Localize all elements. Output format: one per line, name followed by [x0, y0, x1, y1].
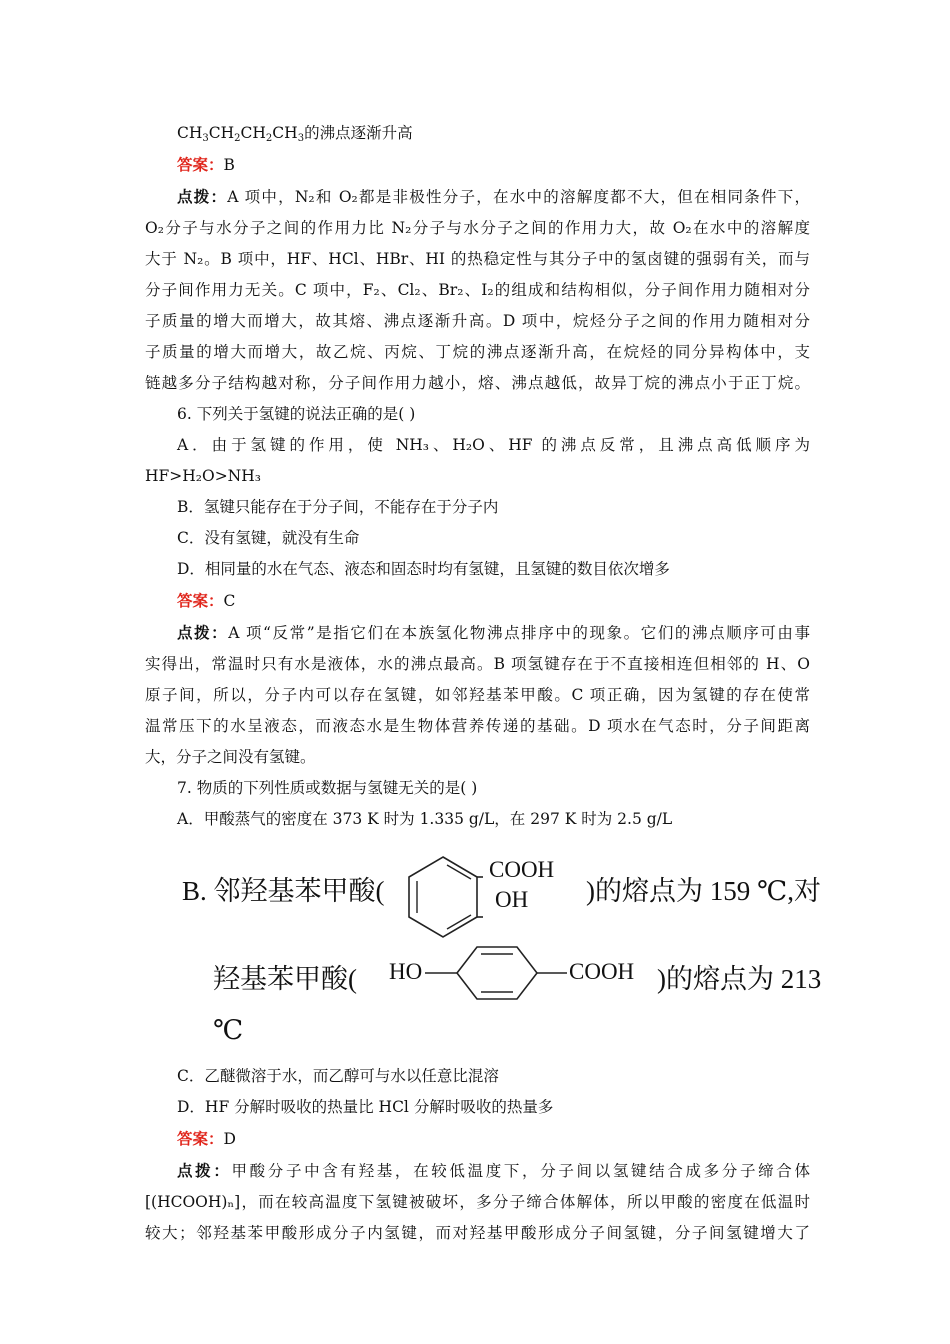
ho-group: HO	[389, 959, 423, 984]
tip-line: 大于 N₂。B 项中，HF、HCl、HBr、HI 的热稳定性与其分子中的氢卤键的强弱有关，而与	[145, 250, 810, 268]
tip-line: 链越多分子结构越对称，分子间作用力越小，熔、沸点越低，故异丁烷的沸点小于正丁烷。	[145, 374, 810, 392]
q6-option-d: D．相同量的水在气态、液态和固态时均有氢键，且氢键的数目依次增多	[177, 560, 670, 578]
tip-line: 子质量的增大而增大，故其熔、沸点逐渐升高。D 项中，烷烃分子之间的作用力随相对分	[145, 312, 810, 330]
answer-label: 答案：	[177, 155, 224, 174]
q7-option-a: A．甲酸蒸气的密度在 373 K 时为 1.335 g/L，在 297 K 时为 2.5 g/L	[177, 810, 673, 828]
tip-line	[145, 617, 810, 649]
q7-tip	[145, 1155, 810, 1249]
q7-option-d: D．HF 分解时吸收的热量比 HCl 分解时吸收的热量多	[177, 1098, 554, 1116]
q7-stem: 7. 物质的下列性质或数据与氢键无关的是( )	[177, 779, 478, 797]
cooh-group: COOH	[489, 857, 555, 882]
option-b2-suffix: )的熔点为 213	[657, 964, 822, 994]
option-b-prefix: B. 邻羟基苯甲酸(	[182, 876, 385, 906]
tip-text: A 项“反常”是指它们在本族氢化物沸点排序中的现象。它们的沸点顺序可由事	[228, 624, 810, 642]
benzene-ring-para-icon	[425, 941, 567, 1005]
q7-answer	[145, 1123, 810, 1155]
degree-unit: ℃	[213, 1015, 244, 1045]
formula-sub: 2	[234, 133, 241, 144]
q6-option-a-cont: HF>H₂O>NH₃	[145, 467, 261, 485]
formula-part: CH	[208, 124, 235, 142]
q5-answer	[145, 149, 810, 181]
continuation-line	[145, 118, 810, 149]
tip-line: 实得出，常温时只有水是液体，水的沸点最高。B 项氢键存在于不直接相连但相邻的 H、O	[145, 655, 810, 673]
tip-line: 较大；邻羟基苯甲酸形成分子内氢键，而对羟基甲酸形成分子间氢键，分子间氢键增大了	[145, 1224, 810, 1242]
tip-line	[145, 181, 810, 213]
tip-line: 分子间作用力无关。C 项中，F₂、Cl₂、Br₂、I₂的组成和结构相似，分子间作用力随相对分	[145, 281, 810, 299]
q7-option-c: C．乙醚微溶于水，而乙醇可与水以任意比混溶	[177, 1067, 499, 1085]
cooh-group: COOH	[569, 959, 635, 984]
q6-answer	[145, 585, 810, 617]
option-b-suffix: )的熔点为 159 ℃,对	[586, 876, 821, 906]
formula-sub: 2	[265, 133, 273, 144]
answer-label: 答案：	[177, 591, 224, 610]
tip-line: 原子间，所以，分子内可以存在氢键，如邻羟基苯甲酸。C 项正确，因为氢键的存在使常	[145, 686, 810, 704]
q5-tip	[145, 181, 810, 399]
tip-line: 大，分子之间没有氢键。	[145, 748, 316, 766]
q6-tip	[145, 617, 810, 773]
q6-option-a: A．由于氢键的作用，使 NH₃、H₂O、HF 的沸点反常，且沸点高低顺序为	[177, 436, 810, 454]
tip-text: 甲酸分子中含有羟基，在较低温度下，分子间以氢键结合成多分子缔合体	[231, 1162, 810, 1180]
q6-option-b: B．氢键只能存在于分子间，不能存在于分子内	[177, 498, 499, 516]
formula-part: CH	[272, 124, 298, 142]
answer-value: B	[223, 156, 235, 174]
answer-value: C	[223, 592, 236, 610]
oh-group: OH	[495, 887, 529, 912]
tip-line	[145, 1155, 810, 1187]
tip-label: 点拨：	[177, 187, 228, 206]
answer-value: D	[223, 1130, 236, 1148]
answer-label: 答案：	[177, 1129, 224, 1148]
tip-text: A 项中，N₂和 O₂都是非极性分子，在水中的溶解度都不大，但在相同条件下，	[227, 188, 810, 206]
q7-option-b-figure	[145, 835, 822, 1061]
tip-line: [(HCOOH)ₙ]，而在较高温度下氢键被破坏，多分子缔合体解体，所以甲酸的密度在低温时	[145, 1193, 810, 1211]
document-body	[145, 118, 822, 1249]
option-b-row2	[145, 941, 845, 1003]
tip-line: O₂分子与水分子之间的作用力比 N₂分子与水分子之间的作用力大，故 O₂在水中的溶解度	[145, 219, 810, 237]
formula-suffix: 的沸点逐渐升高	[304, 124, 413, 142]
q6-stem: 6. 下列关于氢键的说法正确的是( )	[177, 405, 416, 423]
option-b2-prefix: 羟基苯甲酸(	[213, 964, 357, 994]
tip-line: 温常压下的水呈液态，而液态水是生物体营养传递的基础。D 项水在气态时，分子间距离	[145, 717, 810, 735]
benzene-ring-ortho-icon	[403, 853, 483, 943]
formula-part: CH	[240, 124, 266, 142]
tip-line: 子质量的增大而增大，故乙烷、丙烷、丁烷的沸点逐渐升高，在烷烃的同分异构体中，支	[145, 343, 810, 361]
tip-label: 点拨：	[177, 623, 229, 642]
formula-part: CH	[177, 124, 203, 142]
formula-sub: 3	[297, 133, 305, 144]
tip-label: 点拨：	[177, 1161, 232, 1180]
formula-sub: 3	[202, 133, 209, 144]
option-b-row1	[145, 853, 845, 915]
option-b-row3	[145, 1003, 345, 1065]
q6-option-c: C．没有氢键，就没有生命	[177, 529, 360, 547]
